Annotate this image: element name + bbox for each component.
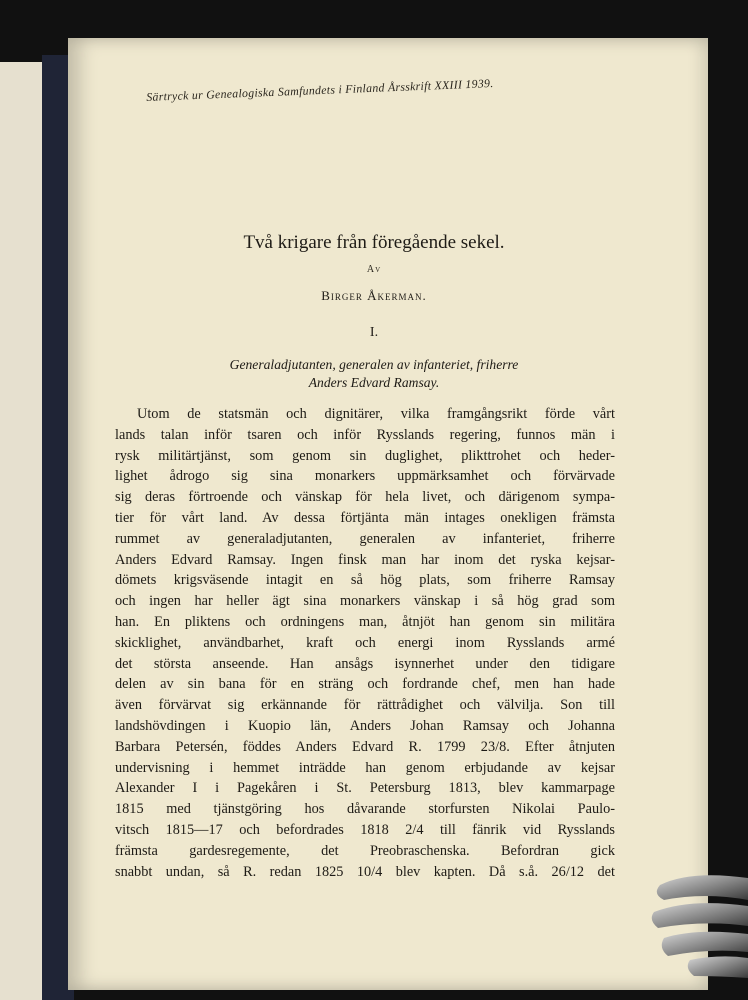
body-text [115, 404, 615, 882]
byline: Av [366, 264, 382, 275]
subtitle-line-1: Generaladjutanten, generalen av infanteriet, friherre [229, 357, 519, 372]
body-line: undervisning i hemmet inträdde han genom erbjudande av kejsar [115, 759, 615, 776]
body-line: rysk militärtjänst, som genom sin duglighet, plikttrohet och heder- [115, 447, 615, 464]
body-line: Barbara Petersén, föddes Anders Edvard R. 1799 23/8. Efter åtnjuten [115, 738, 615, 755]
body-line: Alexander I i Pagekåren i St. Petersburg 1813, blev kammarpage [115, 780, 615, 797]
body-line: dömets krigsväsende intagit en så hög plats, som friherre Ramsay [115, 572, 615, 589]
body-line: tier för vårt land. Av dessa förtjänta män intages onekligen främsta [115, 509, 615, 526]
body-line: delen av sin bana för en sträng och fordrande chef, men han hade [115, 676, 615, 693]
section-subtitle [68, 356, 680, 392]
body-line: rummet av generaladjutanten, generalen av infanteriet, friherre [115, 530, 615, 547]
offprint-header: Särtryck ur Genealogiska Samfundets i Finland Årsskrift XXIII 1939. [146, 76, 494, 104]
subtitle-line-2: Anders Edvard Ramsay. [308, 375, 440, 390]
body-line: Utom de statsmän och dignitärer, vilka framgångsrikt förde vårt [137, 406, 615, 422]
body-line: han. En pliktens och ordningens man, åtnjöt han genom sin militära [115, 613, 615, 630]
body-line: Anders Edvard Ramsay. Ingen finsk man har inom det ryska kejsar- [115, 551, 615, 568]
article-title: Två krigare från föregående sekel. [243, 232, 505, 253]
body-line: vitsch 1815—17 och befordrades 1818 2/4 till fänrik vid Rysslands [115, 821, 615, 838]
section-number: I. [369, 325, 379, 340]
body-line: det största anseende. Han ansågs isynnerhet under den tidigare [115, 655, 615, 672]
body-line: även förvärvat sig erkännande för rättrådighet och välvilja. Son till [115, 697, 615, 714]
body-line: snabbt undan, så R. redan 1825 10/4 blev kapten. Då s.å. 26/12 det [115, 863, 615, 880]
body-line: och ingen har heller ägt sina monarkers vänskap i så hög grad som [115, 593, 615, 610]
body-line: främsta gardesregemente, det Preobraschenska. Befordran gick [115, 842, 615, 859]
book-page [68, 38, 708, 990]
body-line: 1815 med tjänstgöring hos dåvarande storfursten Nikolai Paulo- [115, 801, 615, 818]
body-line: skicklighet, användbarhet, kraft och energi inom Rysslands armé [115, 634, 615, 651]
body-line: lands talan inför tsaren och inför Rysslands regering, funnos män i [115, 426, 615, 443]
metal-hand-bookend [650, 860, 748, 980]
author-name: Birger Åkerman. [321, 288, 427, 303]
body-line: lighet ådrogo sig sina monarkers uppmärksamhet och förvärvade [115, 468, 615, 485]
body-line: sig deras förtroende och vänskap för hela livet, och därigenom sympa- [115, 489, 615, 506]
facing-page-edge [0, 62, 48, 1000]
body-line: landshövdingen i Kuopio län, Anders Johan Ramsay och Johanna [115, 717, 615, 734]
